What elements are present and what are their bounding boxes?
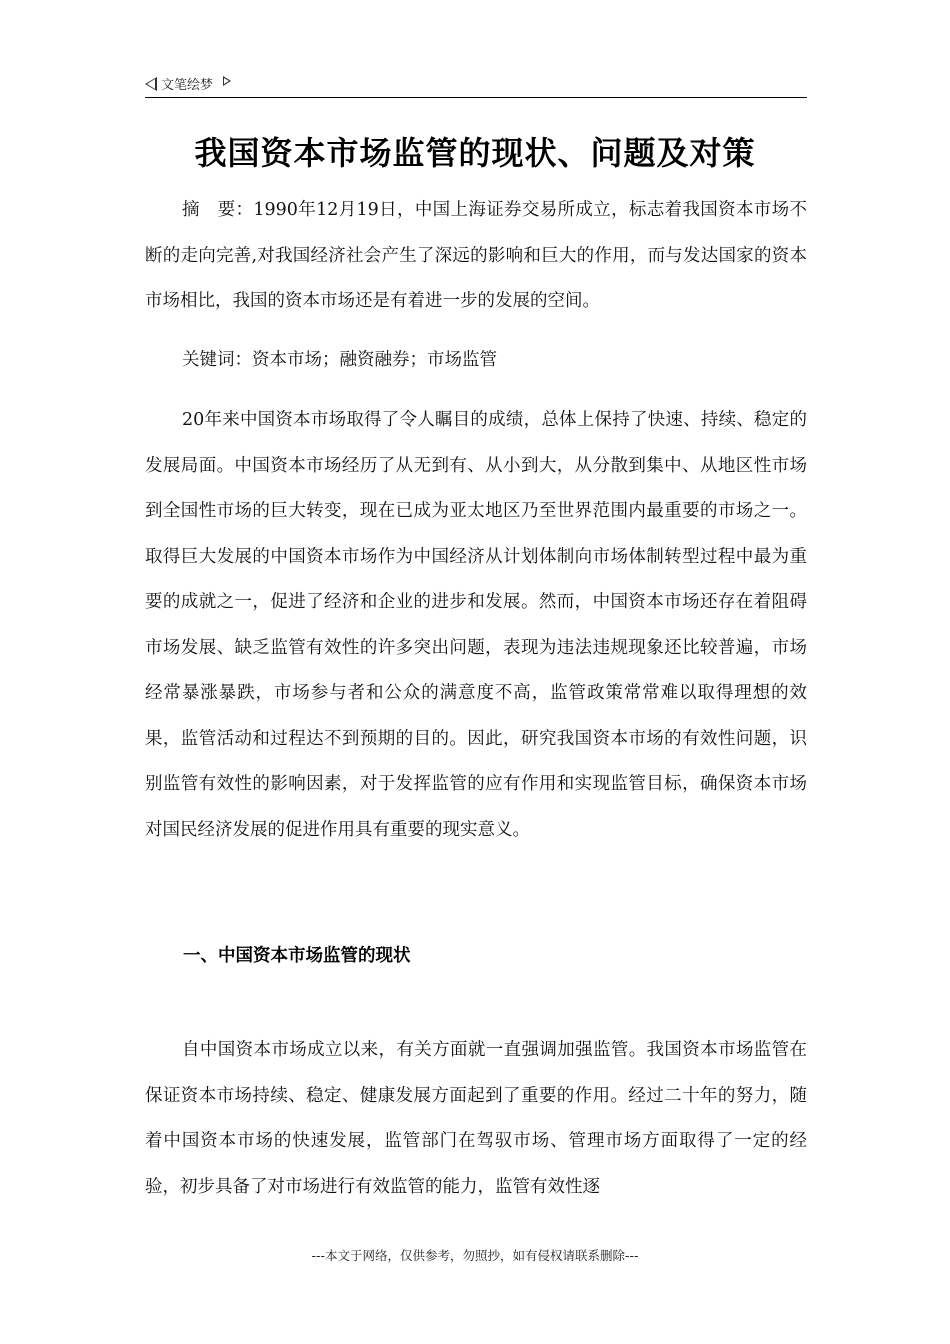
intro-paragraph: 20年来中国资本市场取得了令人瞩目的成绩，总体上保持了快速、持续、稳定的发展局面。中国资本市场经历了从无到有、从小到大，从分散到集中、从地区性市场到全国性市场的巨大转变，现在已成为亚太地区乃至世界范围内最重要的市场之一。取得巨大发展的中国资本市场作为中国经济从计划体制向市场体制转型过程中最为重要的成就之一，促进了经济和企业的进步和发展。然而，中国资本市场还存在着阻碍市场发展、缺乏监管有效性的许多突出问题，表现为违法违规现象还比较普遍，市场经常暴涨暴跌，市场参与者和公众的满意度不高，监管政策常常难以取得理想的效果，监管活动和过程达不到预期的目的。因此，研究我国资本市场的有效性问题，识别监管有效性的影响因素，对于发挥监管的应有作用和实现监管目标，确保资本市场对国民经济发展的促进作用具有重要的现实意义。 bbox=[145, 410, 807, 840]
keywords-paragraph: 关键词：资本市场；融资融券；市场监管 bbox=[182, 350, 497, 370]
header-brand bbox=[145, 74, 231, 93]
header-brand-text: 文笔绘梦 bbox=[161, 78, 214, 93]
document-title: 我国资本市场监管的现状、问题及对策 bbox=[194, 134, 756, 172]
section-heading: 一、中国资本市场监管的现状 bbox=[183, 946, 411, 966]
triangle-left-icon bbox=[145, 77, 157, 91]
header-divider bbox=[145, 97, 807, 98]
triangle-right-icon bbox=[223, 76, 231, 86]
page-footer: ---本文于网络，仅供参考，勿照抄，如有侵权请联系删除--- bbox=[311, 1248, 639, 1263]
page-header bbox=[145, 74, 807, 98]
abstract-paragraph: 摘 要：1990年12月19日，中国上海证券交易所成立，标志着我国资本市场不断的走向完善,对我国经济社会产生了深远的影响和巨大的作用，而与发达国家的资本市场相比，我国的资本市场还是有着进一步的发展的空间。 bbox=[145, 200, 807, 311]
section-body-paragraph: 自中国资本市场成立以来，有关方面就一直强调加强监管。我国资本市场监管在保证资本市场持续、稳定、健康发展方面起到了重要的作用。经过二十年的努力，随着中国资本市场的快速发展，监管部门在驾驭市场、管理市场方面取得了一定的经验，初步具备了对市场进行有效监管的能力，监管有效性逐 bbox=[145, 1040, 807, 1197]
